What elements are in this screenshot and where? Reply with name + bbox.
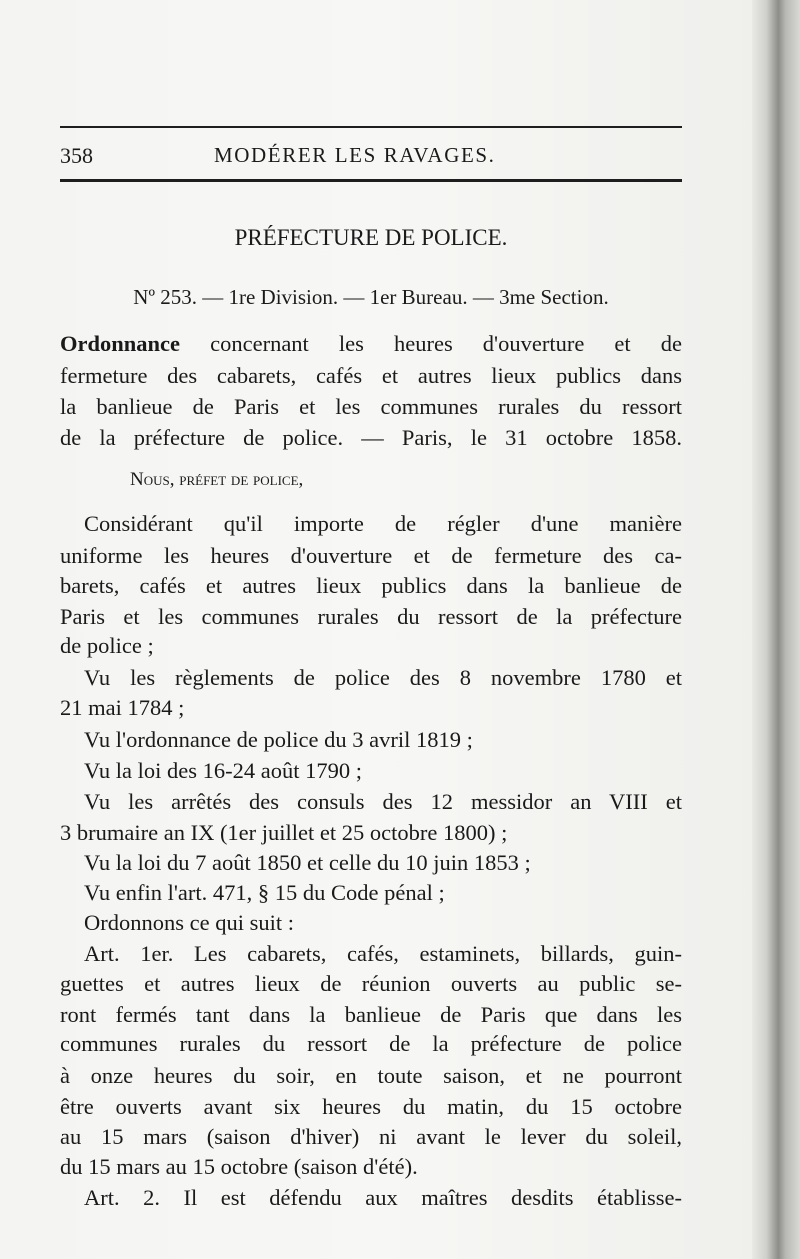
header-rule-bottom [60, 179, 682, 182]
text-line: Vu la loi des 16-24 août 1790 ; [84, 758, 362, 783]
text-line: Ordonnance concernant les heures d'ouverture et de [60, 331, 682, 356]
text-line: Vu la loi du 7 août 1850 et celle du 10 juin 1853 ; [84, 850, 531, 875]
text-line: ront fermés tant dans la banlieue de Paris que dans les [60, 1002, 682, 1027]
text-line: Vu les arrêtés des consuls des 12 messidor an VIII et [84, 789, 682, 814]
section-heading: PRÉFECTURE DE POLICE. [234, 225, 508, 250]
page-edge-shadow [752, 0, 800, 1259]
text-line: 3 brumaire an IX (1er juillet et 25 octobre 1800) ; [60, 820, 508, 845]
running-head [60, 143, 682, 173]
ordonnance-keyword: Ordonnance [60, 331, 181, 356]
text-line: Vu l'ordonnance de police du 3 avril 1819 ; [84, 727, 473, 752]
text-line: au 15 mars (saison d'hiver) ni avant le lever du soleil, [60, 1124, 682, 1149]
text-line: la banlieue de Paris et les communes rurales du ressort [60, 394, 682, 419]
text-line: Ordonnons ce qui suit : [84, 910, 294, 935]
header-rule-top [60, 126, 682, 128]
text-line: de police ; [60, 633, 154, 658]
text-line: fermeture des cabarets, cafés et autres lieux publics dans [60, 363, 682, 388]
text-line: Considérant qu'il importe de régler d'une manière [84, 511, 682, 536]
text-line: guettes et autres lieux de réunion ouverts au public se- [60, 971, 682, 996]
running-title: MODÉRER LES RAVAGES. [214, 143, 496, 167]
text-line: 21 mai 1784 ; [60, 695, 185, 720]
text-line: Art. 1er. Les cabarets, cafés, estaminets, billards, guin- [84, 941, 682, 966]
text-line: Paris et les communes rurales du ressort de la préfecture [60, 604, 682, 629]
document-reference: Nº 253. — 1re Division. — 1er Bureau. — 3me Section. [133, 285, 609, 309]
text-line: de la préfecture de police. — Paris, le 31 octobre 1858. [60, 425, 682, 450]
text-line: être ouverts avant six heures du matin, du 15 octobre [60, 1094, 682, 1119]
text-line: Vu les règlements de police des 8 novembre 1780 et [84, 665, 682, 690]
text-line: barets, cafés et autres lieux publics dans la banlieue de [60, 573, 682, 598]
text-line: à onze heures du soir, en toute saison, et ne pourront [60, 1063, 682, 1088]
text-line: Art. 2. Il est défendu aux maîtres desdits établisse- [84, 1185, 682, 1210]
salutation-line: Nous, préfet de police, [130, 469, 304, 490]
text-line: du 15 mars au 15 octobre (saison d'été). [60, 1154, 418, 1179]
page-number: 358 [60, 143, 93, 168]
text-line: communes rurales du ressort de la préfecture de police [60, 1031, 682, 1056]
text-line: Vu enfin l'art. 471, § 15 du Code pénal ; [84, 880, 445, 905]
text-line: uniforme les heures d'ouverture et de fermeture des ca- [60, 543, 682, 568]
